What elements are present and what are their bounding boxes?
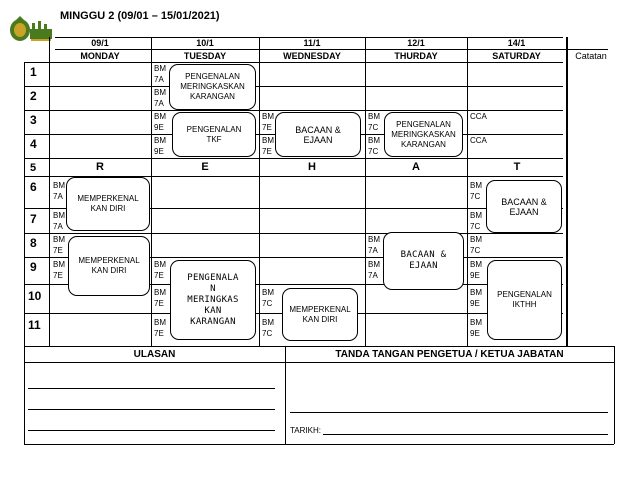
- class-cell: BM 7E: [154, 288, 166, 308]
- day-date-tue: 10/1: [196, 38, 214, 48]
- activity-bubble: BACAAN & EJAAN: [383, 232, 464, 290]
- ulasan-line[interactable]: [28, 388, 275, 389]
- signature-line[interactable]: [290, 412, 608, 413]
- catatan-header: Catatan: [575, 51, 607, 61]
- day-name-thu: THURDAY: [394, 51, 438, 61]
- tarikh-label: TARIKH:: [290, 426, 321, 435]
- activity-bubble: PENGENALAN MERINGKASKAN KARANGAN: [384, 112, 463, 157]
- class-cell: BM 7C: [262, 318, 274, 338]
- class-cell: BM 9E: [154, 136, 166, 156]
- period-number: 10: [28, 289, 42, 303]
- class-cell: BM 9E: [470, 260, 482, 280]
- ulasan-line[interactable]: [28, 409, 275, 410]
- period-number: 3: [30, 113, 37, 127]
- class-cell: BM 7A: [154, 64, 166, 84]
- tarikh-line[interactable]: [323, 434, 608, 435]
- class-cell: BM 7A: [53, 211, 65, 231]
- activity-bubble: BACAAN & EJAAN: [486, 180, 562, 233]
- period-number: 6: [30, 180, 37, 194]
- day-date-sat: 14/1: [507, 38, 526, 48]
- rehat-letter: A: [412, 161, 420, 173]
- rehat-letter: H: [308, 161, 316, 173]
- day-date-thu: 12/1: [407, 38, 425, 48]
- class-cell: BM 7E: [154, 260, 166, 280]
- class-cell: BM 9E: [154, 112, 166, 132]
- period-number: 8: [30, 236, 37, 250]
- class-cell: BM 7A: [368, 235, 380, 255]
- day-name-tue: TUESDAY: [183, 51, 227, 61]
- day-date-wed: 11/1: [303, 38, 321, 48]
- tanda-tangan-title: TANDA TANGAN PENGETUA / KETUA JABATAN: [335, 349, 564, 360]
- ulasan-line[interactable]: [28, 430, 275, 431]
- rehat-letter: E: [201, 161, 209, 173]
- class-cell: BM 7C: [262, 288, 274, 308]
- activity-bubble: PENGENALA N MERINGKAS KAN KARANGAN: [170, 260, 256, 340]
- day-date-mon: 09/1: [91, 38, 109, 48]
- page-title: MINGGU 2 (09/01 – 15/01/2021): [60, 10, 220, 22]
- period-number: 11: [28, 318, 41, 332]
- period-number: 1: [30, 65, 37, 79]
- period-number: 2: [30, 89, 37, 103]
- class-cell: BM 9E: [470, 288, 482, 308]
- school-logo-icon: [8, 13, 54, 43]
- class-cell: BM 7C: [368, 112, 380, 132]
- class-cell: BM 7E: [53, 235, 65, 255]
- activity-bubble: MEMPERKENAL KAN DIRI: [282, 288, 358, 341]
- class-cell: BM 7C: [470, 181, 482, 201]
- period-number: 4: [30, 137, 37, 151]
- class-cell: BM 7A: [368, 260, 380, 280]
- rehat-letter: T: [513, 161, 521, 173]
- day-name-wed: WEDNESDAY: [283, 51, 341, 61]
- class-cell: BM 7E: [262, 136, 274, 156]
- day-name-sat: SATURDAY: [492, 51, 541, 61]
- class-cell: BM 7E: [53, 260, 65, 280]
- class-cell: BM 7C: [470, 235, 482, 255]
- period-number: 9: [30, 260, 37, 274]
- activity-bubble: PENGENALAN IKTHH: [487, 260, 562, 340]
- activity-bubble: PENGENALAN TKF: [172, 112, 256, 157]
- class-cell: BM 9E: [470, 318, 482, 338]
- ulasan-title: ULASAN: [133, 349, 176, 360]
- activity-bubble: MEMPERKENAL KAN DIRI: [66, 177, 150, 231]
- class-cell: BM 7C: [470, 211, 482, 231]
- activity-bubble: MEMPERKENAL KAN DIRI: [68, 236, 150, 296]
- rehat-letter: R: [96, 161, 104, 173]
- activity-bubble: BACAAN & EJAAN: [275, 112, 361, 157]
- day-name-mon: MONDAY: [80, 51, 120, 61]
- class-cell: CCA: [470, 136, 487, 145]
- class-cell: BM 7A: [154, 88, 166, 108]
- class-cell: BM 7E: [262, 112, 274, 132]
- period-number: 7: [30, 212, 37, 226]
- class-cell: BM 7A: [53, 181, 65, 201]
- period-number: 5: [30, 162, 37, 174]
- class-cell: BM 7C: [368, 136, 380, 156]
- activity-bubble: PENGENALAN MERINGKASKAN KARANGAN: [169, 64, 256, 110]
- class-cell: BM 7E: [154, 318, 166, 338]
- class-cell: CCA: [470, 112, 487, 121]
